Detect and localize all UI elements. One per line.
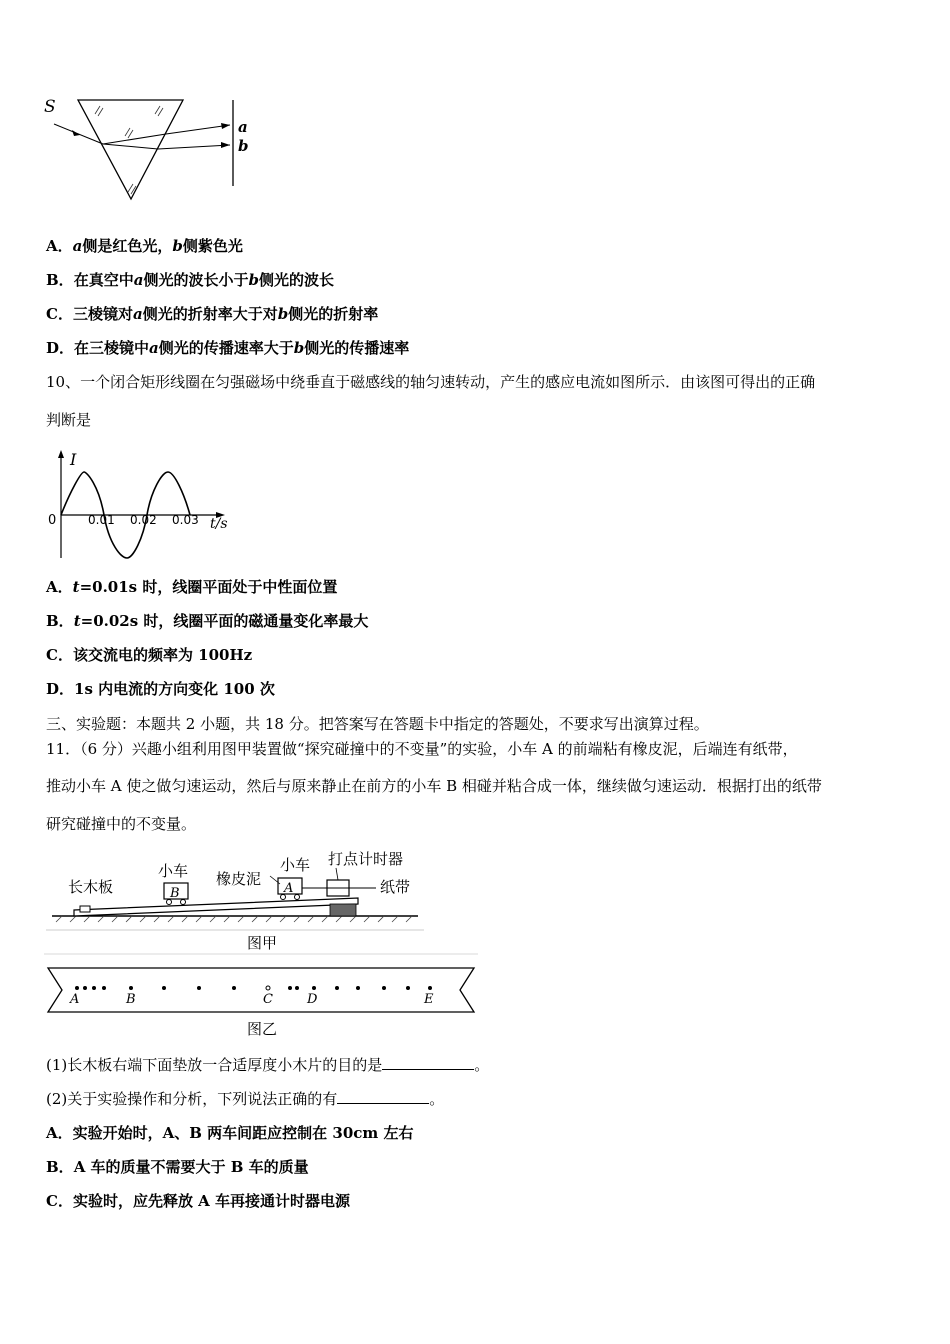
long-board [74, 898, 358, 916]
paper-tape [44, 952, 478, 1018]
q10-option-d: D．1s 内电流的方向变化 100 次 [46, 680, 275, 698]
q11-option-c: C．实验时，应先释放 A 车再接通计时器电源 [46, 1192, 351, 1210]
q11-stem-line1: 11．（6 分）兴趣小组利用图甲装置做“探究碰撞中的不变量”的实验，小车 A 的前端粘有橡皮泥，后端连有纸带， [46, 740, 798, 758]
q9-option-b: B．在真空中a侧光的波长小于b侧光的波长 [46, 271, 334, 289]
tape-point-label: A [70, 992, 80, 1007]
q9-option-d: D．在三棱镜中a侧光的传播速率大于b侧光的传播速率 [46, 339, 410, 357]
q10-stem-line2: 判断是 [46, 411, 92, 429]
q11-sub2: (2)关于实验操作和分析，下列说法正确的有 。 [46, 1090, 445, 1108]
wood-block [330, 904, 356, 916]
timer-label: 打点计时器 [328, 850, 404, 868]
ray-b-label: b [238, 137, 249, 155]
tape-point-label: B [126, 992, 136, 1007]
answer-blank[interactable] [337, 1089, 429, 1104]
y-axis-label: I [70, 450, 77, 469]
ray-a [166, 125, 230, 134]
source-label: S [44, 97, 56, 117]
ray-a-label: a [238, 118, 248, 136]
tape-point-label: E [424, 992, 434, 1007]
tape-label: 纸带 [380, 878, 411, 896]
section3-heading: 三、实验题：本题共 2 小题，共 18 分。把答案写在答题卡中指定的答题处，不要求写出演算过程。 [46, 715, 709, 733]
q11-sub1: (1)长木板右端下面垫放一合适厚度小木片的目的是 。 [46, 1056, 490, 1074]
cart-a-title: 小车 [280, 856, 311, 874]
tick-label: 0.03 [172, 513, 199, 527]
q10-option-a: A．t=0.01s 时，线圈平面处于中性面位置 [46, 578, 338, 596]
answer-blank[interactable] [382, 1055, 474, 1070]
q11-stem-line3: 研究碰撞中的不变量。 [46, 815, 197, 833]
fig-yi-caption: 图乙 [247, 1020, 278, 1038]
putty-label: 橡皮泥 [216, 870, 262, 888]
q11-option-a: A．实验开始时，A、B 两车间距应控制在 30cm 左右 [46, 1124, 414, 1142]
tape-point-label: D [307, 992, 318, 1007]
q10-stem-line1: 10、一个闭合矩形线圈在匀强磁场中绕垂直于磁感线的轴匀速转动，产生的感应电流如图所示．由该图可得出的正确 [46, 373, 816, 391]
fig-jia-caption: 图甲 [247, 934, 278, 952]
origin-label: 0 [48, 513, 57, 528]
q10-option-c: C．该交流电的频率为 100Hz [46, 646, 253, 664]
cart-b-letter: B [170, 886, 180, 901]
q10-option-b: B．t=0.02s 时，线圈平面的磁通量变化率最大 [46, 612, 369, 630]
cart-b-title: 小车 [158, 862, 189, 880]
board-label: 长木板 [68, 878, 114, 896]
prism-diagram [40, 92, 260, 204]
q9-option-c: C．三棱镜对a侧光的折射率大于对b侧光的折射率 [46, 305, 379, 323]
q9-option-a: A．a侧是红色光，b侧紫色光 [46, 237, 243, 255]
q11-stem-line2: 推动小车 A 使之做匀速运动，然后与原来静止在前方的小车 B 相碰并粘合成一体，继续做匀速运动．根据打出的纸带 [46, 777, 822, 795]
tick-label: 0.01 [88, 513, 115, 527]
cart-a-letter: A [284, 881, 294, 896]
prism [78, 100, 183, 199]
tape-point-label: C [263, 992, 273, 1007]
tick-label: 0.02 [130, 513, 157, 527]
current-time-graph [42, 448, 242, 563]
x-axis-label: t/s [210, 516, 228, 532]
ray-b [158, 145, 230, 149]
apparatus-diagram [46, 846, 426, 932]
q11-option-b: B．A 车的质量不需要大于 B 车的质量 [46, 1158, 309, 1176]
